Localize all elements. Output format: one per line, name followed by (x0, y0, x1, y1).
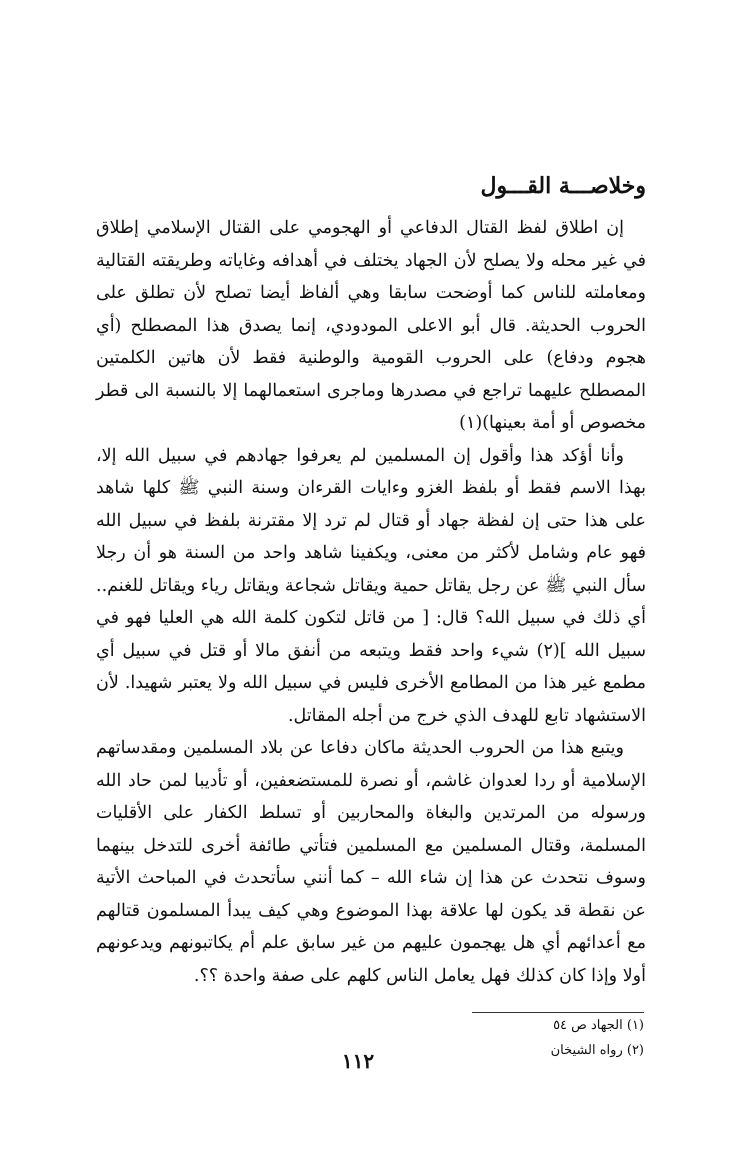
footnote-2: (٢) رواه الشيخان (550, 1043, 644, 1058)
paragraph-2: وأنا أؤكد هذا وأقول إن المسلمين لم يعرفوا جهادهم في سبيل الله إلا، بهذا الاسم فقط أو بلفظ الغزو وءايات القرءان وسنة النبي ﷺ كلها شاهد على هذا حتى إن لفظة جهاد أو قتال لم ترد إلا مقترنة بلفظ في سبيل الله فهو عام وشامل لأكثر من معنى، ويكفينا شاهد واحد من السنة هو أن رجلا سأل النبي ﷺ عن رجل يقاتل حمية ويقاتل شجاعة ويقاتل رياء ويقاتل للغنم.. أي ذلك في سبيل الله؟ قال: [ من قاتل لتكون كلمة الله هي العليا فهو في سبيل الله ](٢) شيء واحد فقط ويتبعه من أنفق مالا أو قتل في سبيل أي مطمع غير هذا من المطامع الأخرى فليس في سبيل الله ولا يعتبر شهيدا. لأن الاستشهاد تابع للهدف الذي خرج من أجله المقاتل. (96, 445, 646, 726)
page-number: ١١٢ (341, 1049, 375, 1073)
paragraph-3: ويتبع هذا من الحروب الحديثة ماكان دفاعا عن بلاد المسلمين ومقدساتهم الإسلامية أو ردا لعدوان غاشم، أو نصرة للمستضعفين، أو تأديبا لمن حاد الله ورسوله من المرتدين والبغاة والمحاربين أو تسلط الكفار على الأقليات المسلمة، وقتال المسلمين مع المسلمين فتأتي طائفة أخرى للتدخل بينهما وسوف نتحدث عن هذا إن شاء الله – كما أنني سأتحدث في المباحث الأتية عن نقطة قد يكون لها علاقة بهذا الموضوع وهي كيف يبدأ المسلمون قتالهم مع أعدائهم أي هل يهجمون عليهم من غير سابق علم أم يكاتبونهم ويدعونهم أولا وإذا كان كذلك فهل يعامل الناس كلهم على صفة واحدة ؟؟. (96, 738, 646, 986)
footnote-1: (١) الجهاد ص ٥٤ (553, 1018, 644, 1033)
main-text (96, 164, 646, 992)
section-heading: وخلاصـــة القـــول (480, 173, 646, 199)
paragraph-1: إن اطلاق لفظ القتال الدفاعي أو الهجومي على القتال الإسلامي إطلاق في غير محله ولا يصلح لأن الجهاد يختلف في أهدافه وغاياته وطريقته القتالية ومعاملته للناس كما أوضحت سابقا وهي ألفاظ أيضا تصلح لأن تطلق على الحروب الحديثة. قال أبو الاعلى المودودي، إنما يصدق هذا المصطلح (أي هجوم ودفاع) على الحروب القومية والوطنية فقط لأن هاتين الكلمتين المصطلح عليهما تراجع في مصدرها وماجرى استعمالهما إلا بالنسبة الى قطر مخصوص أو أمة بعينها)(١) (96, 218, 646, 433)
